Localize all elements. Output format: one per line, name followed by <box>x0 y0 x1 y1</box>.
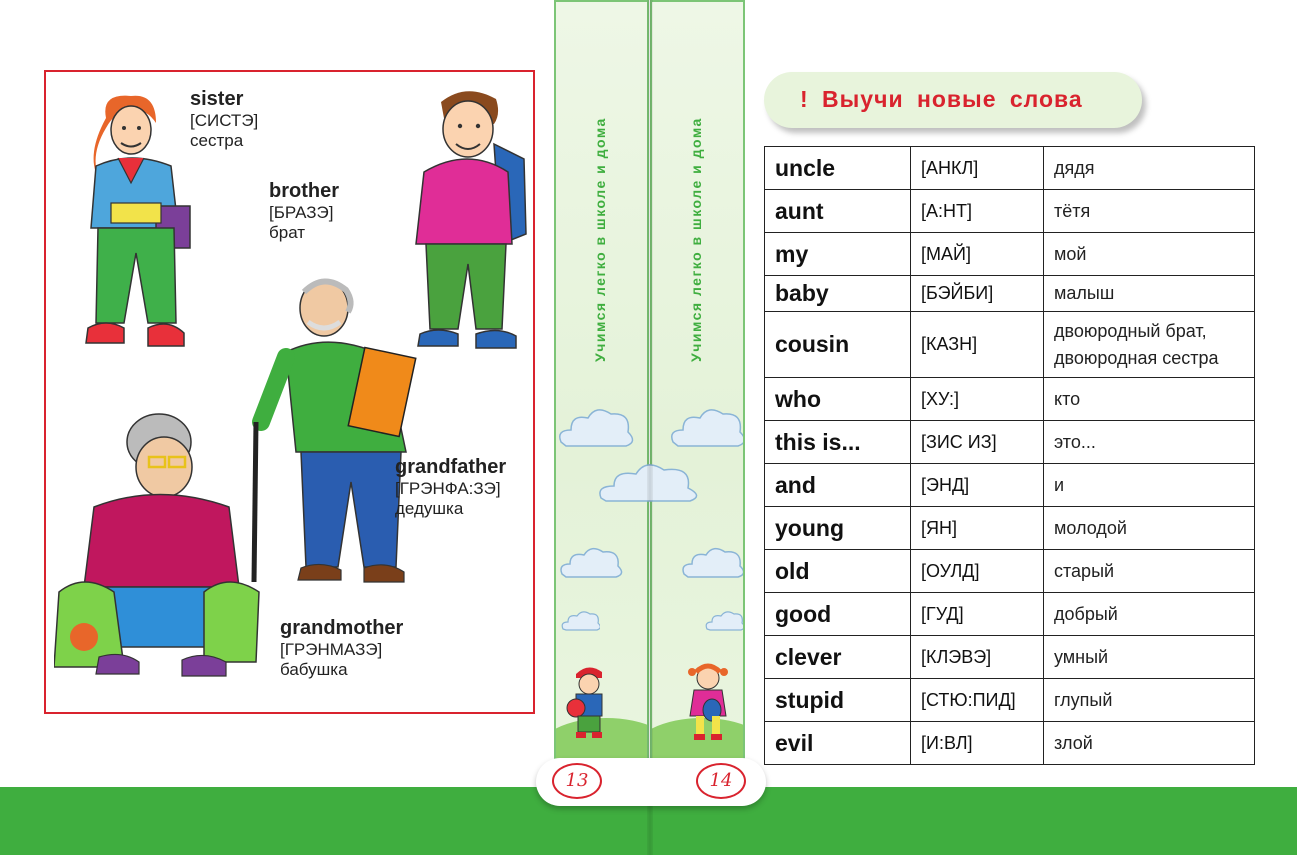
page-title: ! Выучи новые слова <box>800 86 1083 112</box>
russian-translation: тётя <box>1044 190 1255 233</box>
english-word: clever <box>765 636 911 679</box>
russian-translation: это... <box>1044 421 1255 464</box>
russian-translation: старый <box>1044 550 1255 593</box>
english-word: stupid <box>765 679 911 722</box>
russian-translation: бабушка <box>280 659 348 679</box>
russian-translation: сестра <box>190 130 244 150</box>
russian-translation: добрый <box>1044 593 1255 636</box>
transcription: [ЯН] <box>911 507 1044 550</box>
transcription: [СИСТЭ] <box>190 111 259 130</box>
russian-translation: и <box>1044 464 1255 507</box>
transcription: [МАЙ] <box>911 233 1044 276</box>
spine-strip-left <box>554 0 649 760</box>
english-word: this is... <box>765 421 911 464</box>
vocabulary-table <box>764 146 1255 765</box>
vocab-row <box>765 312 1255 378</box>
grandfather-illustration <box>246 272 436 588</box>
girl-with-guitar-illustration <box>682 658 734 742</box>
russian-translation: брат <box>269 222 306 242</box>
kid-with-ball-illustration <box>562 662 614 742</box>
russian-translation: молодой <box>1044 507 1255 550</box>
transcription: [СТЮ:ПИД] <box>911 679 1044 722</box>
vocab-row <box>765 679 1255 722</box>
english-word: uncle <box>765 147 911 190</box>
russian-translation: малыш <box>1044 276 1255 312</box>
vocab-row <box>765 378 1255 421</box>
vocab-row <box>765 190 1255 233</box>
transcription: [АНКЛ] <box>911 147 1044 190</box>
transcription: [ОУЛД] <box>911 550 1044 593</box>
transcription: [И:ВЛ] <box>911 722 1044 765</box>
english-word: baby <box>765 276 911 312</box>
transcription: [ХУ:] <box>911 378 1044 421</box>
transcription: [КАЗН] <box>911 312 1044 378</box>
vocab-row <box>765 147 1255 190</box>
russian-translation: дедушка <box>395 498 464 518</box>
transcription: [ЭНД] <box>911 464 1044 507</box>
sister-illustration <box>76 88 196 352</box>
cloud-icon <box>704 608 744 634</box>
vocab-row <box>765 276 1255 312</box>
english-word: cousin <box>765 312 911 378</box>
vocab-row <box>765 464 1255 507</box>
russian-translation: мой <box>1044 233 1255 276</box>
cloud-icon <box>558 542 624 582</box>
vocab-row <box>765 722 1255 765</box>
vocab-row <box>765 507 1255 550</box>
english-word: my <box>765 233 911 276</box>
spine-slogan-right: Учимся легко в школе и дома <box>687 117 704 362</box>
russian-translation: кто <box>1044 378 1255 421</box>
transcription: [КЛЭВЭ] <box>911 636 1044 679</box>
grandmother-illustration <box>54 412 264 692</box>
english-word: old <box>765 550 911 593</box>
family-illustration-panel <box>44 70 535 714</box>
figure-label-grandfather <box>395 456 506 518</box>
cloud-icon <box>556 402 636 452</box>
vocab-row <box>765 421 1255 464</box>
russian-translation: двоюродный брат, двоюродная сестра <box>1044 312 1255 378</box>
transcription: [ГРЭНФА:ЗЭ] <box>395 479 501 498</box>
english-word: who <box>765 378 911 421</box>
english-word: brother <box>269 180 339 202</box>
english-word: sister <box>190 88 244 110</box>
transcription: [А:НТ] <box>911 190 1044 233</box>
book-fold <box>647 0 653 855</box>
english-word: good <box>765 593 911 636</box>
figure-label-sister <box>190 88 258 150</box>
figure-label-grandmother <box>280 617 403 679</box>
russian-translation: дядя <box>1044 147 1255 190</box>
vocab-row <box>765 233 1255 276</box>
transcription: [ГРЭНМАЗЭ] <box>280 640 383 659</box>
vocab-row <box>765 593 1255 636</box>
transcription: [ЗИС ИЗ] <box>911 421 1044 464</box>
spine-slogan-left: Учимся легко в школе и дома <box>591 117 608 362</box>
vocab-row <box>765 636 1255 679</box>
english-word: aunt <box>765 190 911 233</box>
english-word: young <box>765 507 911 550</box>
vocab-row <box>765 550 1255 593</box>
english-word: evil <box>765 722 911 765</box>
spine-strip-right <box>650 0 745 760</box>
transcription: [БРАЗЭ] <box>269 203 334 222</box>
page-number-right: 14 <box>696 763 746 799</box>
russian-translation: умный <box>1044 636 1255 679</box>
page-number-left: 13 <box>552 763 602 799</box>
russian-translation: злой <box>1044 722 1255 765</box>
cloud-icon <box>680 542 745 582</box>
english-word: and <box>765 464 911 507</box>
transcription: [БЭЙБИ] <box>911 276 1044 312</box>
cloud-icon <box>560 608 600 634</box>
figure-label-brother <box>269 180 339 242</box>
transcription: [ГУД] <box>911 593 1044 636</box>
english-word: grandmother <box>280 617 404 639</box>
cloud-icon <box>668 402 745 452</box>
english-word: grandfather <box>395 456 507 478</box>
russian-translation: глупый <box>1044 679 1255 722</box>
